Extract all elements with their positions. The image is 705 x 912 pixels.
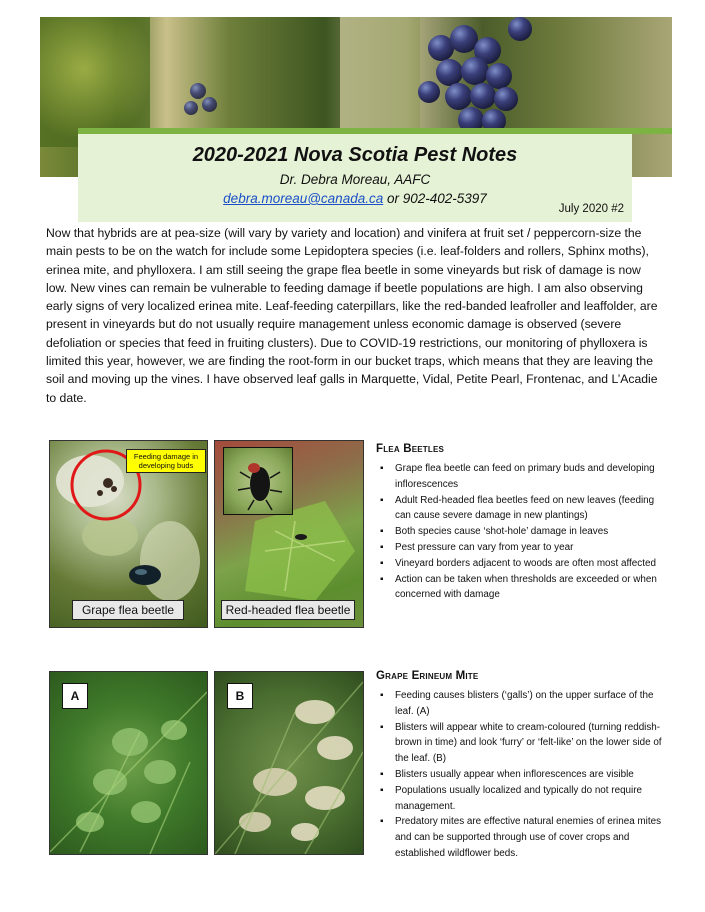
flea-beetles-section xyxy=(376,443,666,603)
list-item: ▪ Vineyard borders adjacent to woods are often most affected xyxy=(395,556,666,572)
erineum-mite-lower-leaf-photo xyxy=(214,671,364,855)
erineum-mite-section xyxy=(376,670,666,862)
list-item: ▪ Action can be taken when thresholds are exceeded or when concerned with damage xyxy=(395,572,666,604)
flea-beetles-list xyxy=(376,461,666,603)
flea-beetles-heading: Flea Beetles xyxy=(376,443,445,455)
feeding-damage-callout: Feeding damage in developing buds xyxy=(126,449,206,473)
newsletter-title: 2020-2021 Nova Scotia Pest Notes xyxy=(192,144,518,166)
phone-text: or 902-402-5397 xyxy=(383,191,487,206)
photo-tag-b: B xyxy=(227,683,253,709)
grape-flea-beetle-caption: Grape flea beetle xyxy=(72,600,184,620)
author-line: Dr. Debra Moreau, AAFC xyxy=(279,172,431,187)
list-item: ▪ Pest pressure can vary from year to year xyxy=(395,540,666,556)
photo-tag-a: A xyxy=(62,683,88,709)
red-headed-flea-beetle-caption: Red-headed flea beetle xyxy=(221,600,355,620)
email-link[interactable]: debra.moreau@canada.ca xyxy=(223,191,384,206)
intro-paragraph: Now that hybrids are at pea-size (will vary by variety and location) and vinifera at fruit set / peppercorn-size the main pests to be on the watch for include some Lepidoptera species (i.e. leaf-folders and rollers, Sphinx moths), erinea mite, and phylloxera. I am still seeing the grape flea beetle in some vineyards but risk of damage is now low. New vines can remain be vulnerable to feeding damage if beetle populations are high. I am also observing early signs of very localized erinea mite. Leaf-feeding caterpillars, like the red-banded leafroller and leaffolder, are present in vineyards but do not usually require management unless economic damage is observed (severe defoliation or species that feed in fruiting clusters). Due to COVID-19 restrictions, our monitoring of phylloxera is limited this year, however, we are finding the root-form in our bucket traps, which means that they are leaving the soil and moving up the vines. I have observed leaf galls in Marquette, Vidal, Petite Pearl, Frontenac, and L’Acadie to date. xyxy=(46,226,658,405)
contact-line xyxy=(78,191,632,206)
list-item: ▪ Blisters will appear white to cream-coloured (turning reddish-brown in time) and look ‘furry’ or ‘felt-like’ on the lower side of the leaf. (B) xyxy=(395,720,666,767)
list-item: ▪ Populations usually localized and typically do not require management. xyxy=(395,783,666,815)
erineum-mite-heading: Grape Erineum Mite xyxy=(376,670,479,682)
list-item: ▪ Both species cause ‘shot-hole’ damage in leaves xyxy=(395,524,666,540)
list-item: ▪ Adult Red-headed flea beetles feed on new leaves (feeding can cause severe damage in new plantings) xyxy=(395,493,666,525)
beetle-inset-photo xyxy=(223,447,293,515)
issue-label: July 2020 #2 xyxy=(558,203,624,215)
list-item: ▪ Feeding causes blisters (‘galls’) on the upper surface of the leaf. (A) xyxy=(395,688,666,720)
list-item: ▪ Grape flea beetle can feed on primary buds and developing inflorescences xyxy=(395,461,666,493)
list-item: ▪ Predatory mites are effective natural enemies of erinea mites and can be supported through use of cover crops and established wildflower beds. xyxy=(395,814,666,861)
grape-flea-beetle-photo xyxy=(49,440,208,628)
erineum-mite-upper-leaf-photo xyxy=(49,671,208,855)
erineum-mite-list xyxy=(376,688,666,862)
list-item: ▪ Blisters usually appear when inflorescences are visible xyxy=(395,767,666,783)
title-box xyxy=(78,134,632,222)
red-headed-flea-beetle-photo xyxy=(214,440,364,628)
